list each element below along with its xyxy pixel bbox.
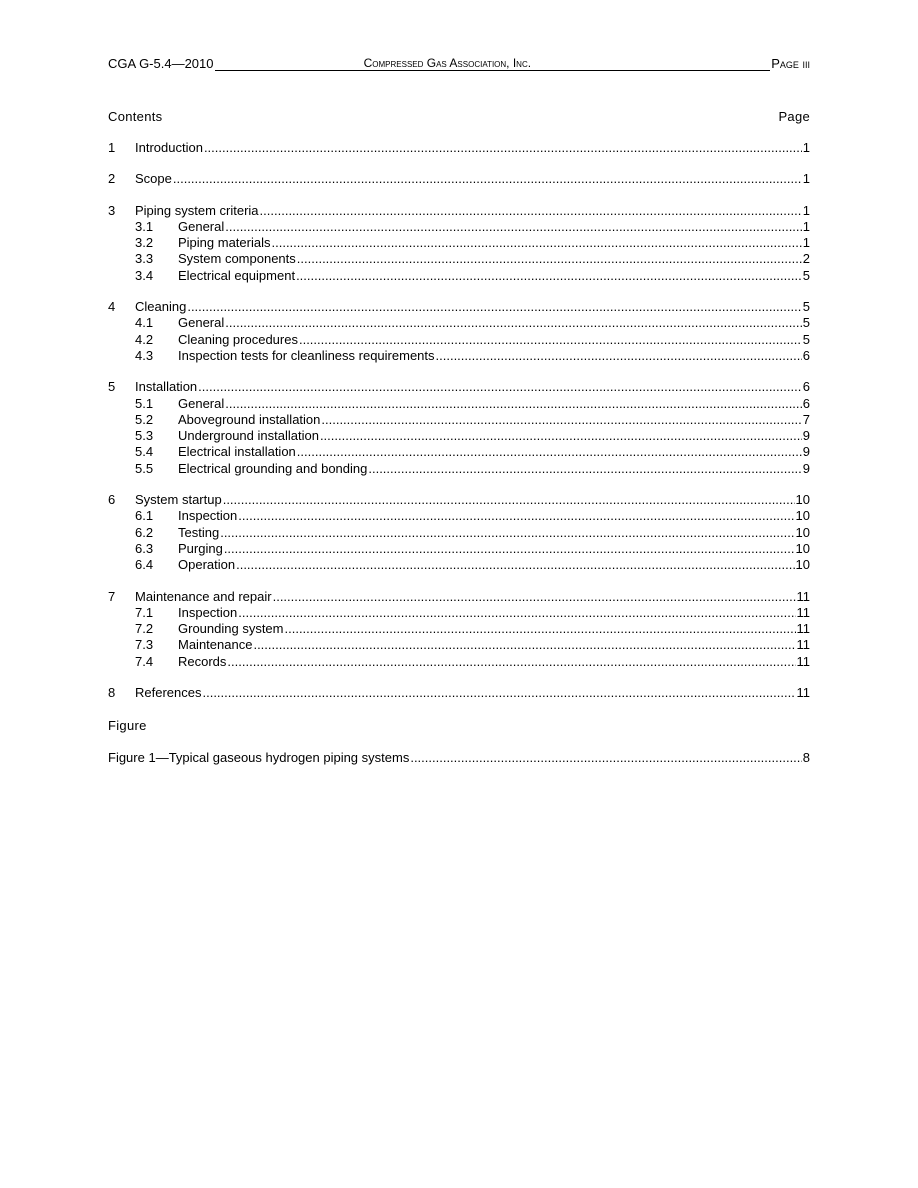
toc-entry[interactable]: [108, 379, 810, 395]
entry-title: Underground installation: [178, 428, 319, 444]
toc-section: [108, 299, 810, 364]
toc-entry[interactable]: [108, 589, 810, 605]
entry-number: 4: [108, 299, 116, 315]
dot-leader: [297, 251, 802, 267]
entry-number: 6: [108, 492, 116, 508]
dot-leader: [410, 750, 801, 766]
entry-title: Scope: [135, 171, 172, 187]
entry-page: 1: [802, 202, 810, 218]
entry-title: System components: [178, 251, 296, 267]
entry-page: 11: [796, 685, 810, 701]
dot-leader: [299, 332, 802, 348]
dot-leader: [253, 637, 795, 653]
entry-number: 8: [108, 685, 116, 701]
entry-number: 6.1: [135, 508, 154, 524]
entry-number: 2: [108, 171, 116, 187]
dot-leader: [321, 412, 801, 428]
toc-section: [108, 140, 810, 156]
toc-subentry[interactable]: [108, 461, 810, 477]
entry-page: 10: [795, 508, 810, 524]
entry-page: 9: [802, 428, 810, 444]
dot-leader: [368, 461, 801, 477]
dot-leader: [220, 525, 794, 541]
toc-entry[interactable]: [108, 299, 810, 315]
entry-page: 2: [802, 251, 810, 267]
entry-number: 3.2: [135, 235, 154, 251]
dot-leader: [225, 396, 802, 412]
toc-subentry[interactable]: [108, 525, 810, 541]
entry-page: 11: [796, 621, 810, 637]
entry-number: 3.3: [135, 251, 154, 267]
entry-page: 5: [802, 267, 810, 283]
entry-page: 11: [796, 637, 810, 653]
entry-number: 5: [108, 379, 116, 395]
toc-subentry[interactable]: [108, 348, 810, 364]
dot-leader: [223, 492, 795, 508]
entry-page: 1: [802, 171, 810, 187]
entry-title: Cleaning procedures: [178, 331, 298, 347]
toc-subentry[interactable]: [108, 654, 810, 670]
entry-title: General: [178, 395, 225, 411]
toc-subentry[interactable]: [108, 412, 810, 428]
dot-leader: [187, 299, 801, 315]
entry-number: 7.4: [135, 653, 154, 669]
dot-leader: [320, 428, 802, 444]
toc-subentry[interactable]: [108, 396, 810, 412]
entry-title: Piping system criteria: [135, 202, 259, 218]
toc-entry[interactable]: [108, 171, 810, 187]
toc-section: [108, 685, 810, 701]
contents-title: Contents: [108, 109, 163, 124]
toc-subentry[interactable]: [108, 541, 810, 557]
toc-section: [108, 492, 810, 573]
toc-subentry[interactable]: [108, 444, 810, 460]
entry-page: 9: [802, 460, 810, 476]
entry-page: 1: [802, 140, 810, 155]
entry-title: Figure 1—Typical gaseous hydrogen piping systems: [108, 750, 410, 765]
entry-number: 4.2: [135, 331, 154, 347]
dot-leader: [173, 171, 802, 187]
dot-leader: [236, 557, 794, 573]
entry-number: 5.5: [135, 460, 154, 476]
toc-entry[interactable]: [108, 492, 810, 508]
toc-section: [108, 203, 810, 284]
entry-title: General: [178, 315, 225, 331]
entry-title: Operation: [178, 557, 236, 573]
entry-title: Inspection tests for cleanliness requirements: [178, 347, 435, 363]
entry-title: Maintenance: [178, 637, 253, 653]
entry-title: Grounding system: [178, 621, 284, 637]
page-number: Page iii: [771, 56, 810, 71]
dot-leader: [224, 541, 795, 557]
entry-number: 5.4: [135, 444, 154, 460]
table-of-contents: [108, 140, 810, 716]
entry-title: References: [135, 685, 202, 701]
entry-number: 5.3: [135, 428, 154, 444]
entry-page: 1: [802, 218, 810, 234]
entry-page: 6: [802, 379, 810, 395]
entry-title: Electrical installation: [178, 444, 296, 460]
entry-page: 10: [795, 557, 810, 573]
dot-leader: [202, 685, 795, 701]
entry-number: 6.2: [135, 524, 154, 540]
toc-entry[interactable]: [108, 140, 810, 156]
publisher-name: Compressed Gas Association, Inc.: [215, 56, 771, 71]
dot-leader: [225, 219, 802, 235]
toc-subentry[interactable]: [108, 219, 810, 235]
toc-entry[interactable]: [108, 203, 810, 219]
entry-number: 7: [108, 588, 116, 604]
entry-number: 4.1: [135, 315, 154, 331]
entry-page: 10: [795, 492, 810, 508]
toc-subentry[interactable]: [108, 637, 810, 653]
entry-title: Testing: [178, 524, 220, 540]
entry-title: System startup: [135, 492, 222, 508]
entry-number: 5.2: [135, 411, 154, 427]
contents-heading-row: [108, 109, 810, 124]
entry-page: 7: [802, 411, 810, 427]
entry-number: 6.4: [135, 557, 154, 573]
entry-number: 7.1: [135, 604, 154, 620]
entry-title: Purging: [178, 540, 223, 556]
toc-subentry[interactable]: [108, 251, 810, 267]
dot-leader: [227, 654, 795, 670]
entry-number: 3.4: [135, 267, 154, 283]
entry-page: 11: [796, 604, 810, 620]
figure-list-title: Figure: [108, 718, 147, 733]
entry-title: Records: [178, 653, 227, 669]
entry-title: Introduction: [135, 140, 203, 155]
entry-page: 10: [795, 524, 810, 540]
entry-page: 5: [802, 299, 810, 315]
entry-title: Maintenance and repair: [135, 588, 272, 604]
entry-title: Electrical grounding and bonding: [178, 460, 368, 476]
entry-number: 7.2: [135, 621, 154, 637]
entry-number: 4.3: [135, 347, 154, 363]
entry-title: Piping materials: [178, 235, 271, 251]
toc-subentry[interactable]: [108, 621, 810, 637]
entry-number: 1: [108, 140, 116, 155]
entry-number: 7.3: [135, 637, 154, 653]
dot-leader: [297, 444, 802, 460]
toc-subentry[interactable]: [108, 508, 810, 524]
dot-leader: [238, 508, 794, 524]
entry-page: 1: [802, 235, 810, 251]
entry-page: 11: [796, 588, 810, 604]
toc-section: [108, 171, 810, 187]
toc-subentry[interactable]: [108, 235, 810, 251]
entry-title: General: [178, 218, 225, 234]
dot-leader: [296, 268, 802, 284]
toc-subentry[interactable]: [108, 557, 810, 573]
toc-subentry[interactable]: [108, 428, 810, 444]
toc-subentry[interactable]: [108, 605, 810, 621]
doc-id: CGA G-5.4—2010: [108, 56, 214, 71]
toc-subentry[interactable]: [108, 315, 810, 331]
dot-leader: [238, 605, 795, 621]
dot-leader: [436, 348, 802, 364]
dot-leader: [272, 235, 802, 251]
entry-page: 11: [796, 653, 810, 669]
list-of-figures: [108, 750, 810, 766]
page-header: [108, 53, 810, 71]
dot-leader: [198, 379, 802, 395]
toc-entry[interactable]: [108, 685, 810, 701]
entry-page: 6: [802, 395, 810, 411]
entry-title: Inspection: [178, 508, 238, 524]
entry-page: 10: [795, 540, 810, 556]
dot-leader: [204, 140, 802, 156]
entry-number: 6.3: [135, 540, 154, 556]
toc-section: [108, 379, 810, 477]
dot-leader: [260, 203, 802, 219]
entry-page: 8: [802, 750, 810, 765]
page-column-label: Page: [778, 109, 810, 124]
entry-title: Electrical equipment: [178, 267, 296, 283]
toc-section: [108, 589, 810, 670]
dot-leader: [225, 315, 802, 331]
entry-number: 3: [108, 202, 116, 218]
dot-leader: [273, 589, 796, 605]
toc-subentry[interactable]: [108, 268, 810, 284]
entry-title: Cleaning: [135, 299, 187, 315]
entry-page: 5: [802, 315, 810, 331]
entry-title: Installation: [135, 379, 198, 395]
entry-page: 6: [802, 347, 810, 363]
entry-page: 5: [802, 331, 810, 347]
entry-number: 3.1: [135, 218, 154, 234]
dot-leader: [285, 621, 796, 637]
entry-title: Aboveground installation: [178, 411, 321, 427]
entry-title: Inspection: [178, 604, 238, 620]
figure-entry[interactable]: [108, 750, 810, 766]
entry-page: 9: [802, 444, 810, 460]
toc-subentry[interactable]: [108, 332, 810, 348]
entry-number: 5.1: [135, 395, 154, 411]
